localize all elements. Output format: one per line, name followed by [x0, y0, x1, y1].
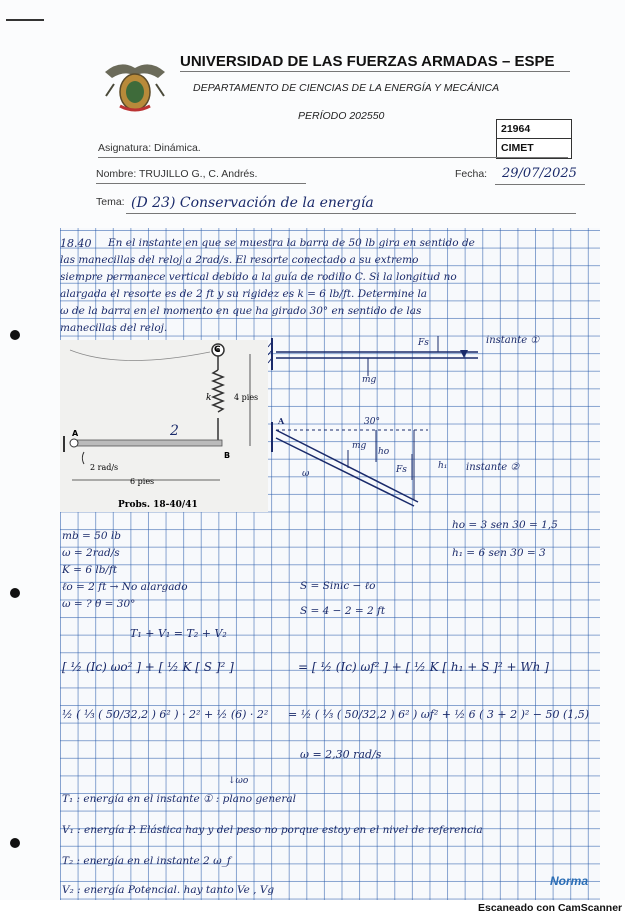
topic-line	[126, 213, 576, 214]
hand-sketch	[268, 330, 598, 510]
sketch-fs: Fs	[418, 338, 429, 348]
label-c: C	[214, 345, 221, 355]
date-value: 29/07/2025	[502, 166, 577, 181]
rod-icon	[72, 440, 222, 446]
problem-line-3: siempre permanece vertical debido a la guía de rodillo C. Si la longitud no	[60, 271, 457, 283]
note-t2: T₂ : energía en el instante 2 ω_f	[62, 855, 231, 867]
subject-line	[98, 157, 568, 158]
period-label: PERÍODO 202550	[298, 110, 385, 122]
figure-caption: Probs. 18-40/41	[118, 500, 198, 510]
label-k: k	[206, 393, 212, 403]
sketch-a: A	[278, 416, 285, 426]
given-theta: ω = ? θ = 30°	[62, 598, 136, 610]
given-mass: mb = 50 lb	[62, 530, 121, 542]
label-length: 6 pies	[130, 477, 155, 486]
sketch-angle: 30°	[364, 417, 380, 427]
label-b: B	[224, 451, 231, 460]
omega-result: ω = 2,30 rad/s	[300, 748, 382, 761]
problem-number: 18.40	[60, 237, 92, 250]
department-title: DEPARTAMENTO DE CIENCIAS DE LA ENERGÍA Y MECÁNICA	[193, 82, 500, 94]
name-label: Nombre: TRUJILLO G., C. Andrés.	[96, 168, 258, 180]
s-value: S = 4 − 2 = 2 ft	[300, 605, 386, 617]
sketch-omega: ω	[302, 469, 310, 479]
sketch-mg-2: mg	[352, 441, 367, 451]
note-v2: V₂ : energía Potencial. hay tanto Ve , Vg	[62, 884, 275, 896]
binder-hole-icon	[10, 588, 20, 598]
subject-label: Asignatura: Dinámica.	[98, 142, 201, 154]
spring-icon	[213, 370, 223, 412]
equation-1-right: = [ ½ (Ic) ωf² ] + [ ½ K [ h₁ + S ]² + Wh ]	[298, 660, 549, 674]
sketch-instant-1: instante ①	[486, 335, 540, 346]
problem-line-2: las manecillas del reloj a 2rad/s. El resorte conectado a su extremo	[60, 254, 419, 266]
binder-hole-icon	[10, 838, 20, 848]
scanner-watermark: Escaneado con CamScanner	[478, 902, 623, 914]
label-omega: 2 rad/s	[90, 463, 119, 472]
h1-calc: h₁ = 6 sen 30 = 3	[452, 547, 546, 559]
sketch-instant-2: instante ②	[466, 462, 520, 473]
corner-mark	[6, 19, 44, 21]
given-k: K = 6 lb/ft	[62, 564, 118, 576]
sketch-fs-2: Fs	[396, 465, 407, 475]
note-v1: V₁ : energía P. Elástica hay y del peso no porque estoy en el nivel de referencia	[62, 824, 483, 836]
course-code: 21964	[497, 120, 571, 139]
topic-value: (D 23) Conservación de la energía	[131, 195, 374, 211]
title-underline	[180, 71, 570, 72]
date-line	[495, 184, 585, 185]
course-code-box	[496, 119, 572, 159]
notebook-brand-logo: Norma	[550, 874, 589, 888]
bar-spring-diagram	[60, 340, 268, 512]
problem-line-5: ω de la barra en el momento en que ha girado 30° en sentido de las	[60, 305, 422, 317]
name-line	[96, 183, 306, 184]
s-formula: S = Sinic − ℓo	[300, 580, 376, 592]
energy-equation: T₁ + V₁ = T₂ + V₂	[130, 627, 227, 640]
problem-line-1: En el instante en que se muestra la barra de 50 lb gira en sentido de	[108, 237, 475, 249]
label-height: 4 pies	[234, 393, 259, 402]
figure-two-mark: 2	[170, 423, 179, 439]
sketch-ho: ho	[378, 447, 390, 457]
textbook-figure	[60, 340, 268, 512]
given-omega: ω = 2rad/s	[62, 547, 120, 559]
note-wo: ↓ωo	[228, 776, 249, 786]
course-program: CIMET	[501, 142, 534, 154]
university-seal-icon	[100, 54, 170, 114]
binder-hole-icon	[10, 330, 20, 340]
topic-label: Tema:	[96, 196, 125, 208]
right-margin	[600, 0, 625, 900]
problem-line-6: manecillas del reloj.	[60, 322, 168, 334]
problem-line-4: alargada el resorte es de 2 ft y su rigidez es k = 6 lb/ft. Determine la	[60, 288, 428, 300]
equation-2-right: = ½ ( ⅓ ( 50/32,2 ) 6² ) ωf² + ½ 6 ( 3 + 2 )² − 50 (1,5)	[288, 708, 590, 721]
equation-2-left: ½ ( ⅓ ( 50/32,2 ) 6² ) · 2² + ½ (6) · 2²	[62, 708, 269, 721]
ho-calc: ho = 3 sen 30 = 1,5	[452, 519, 558, 531]
university-title: UNIVERSIDAD DE LAS FUERZAS ARMADAS – ESPE	[180, 53, 555, 70]
given-l0: ℓo = 2 ft → No alargado	[62, 581, 188, 593]
date-label: Fecha:	[455, 168, 488, 180]
label-a: A	[72, 429, 79, 438]
left-margin	[0, 0, 60, 900]
sketch-mg-1: mg	[362, 375, 377, 385]
equation-1-left: [ ½ (Ic) ωo² ] + [ ½ K [ S ]² ]	[62, 660, 234, 674]
note-t1: T₁ : energía en el instante ① : plano general	[62, 793, 296, 805]
sketch-h1: h₁	[438, 461, 448, 471]
